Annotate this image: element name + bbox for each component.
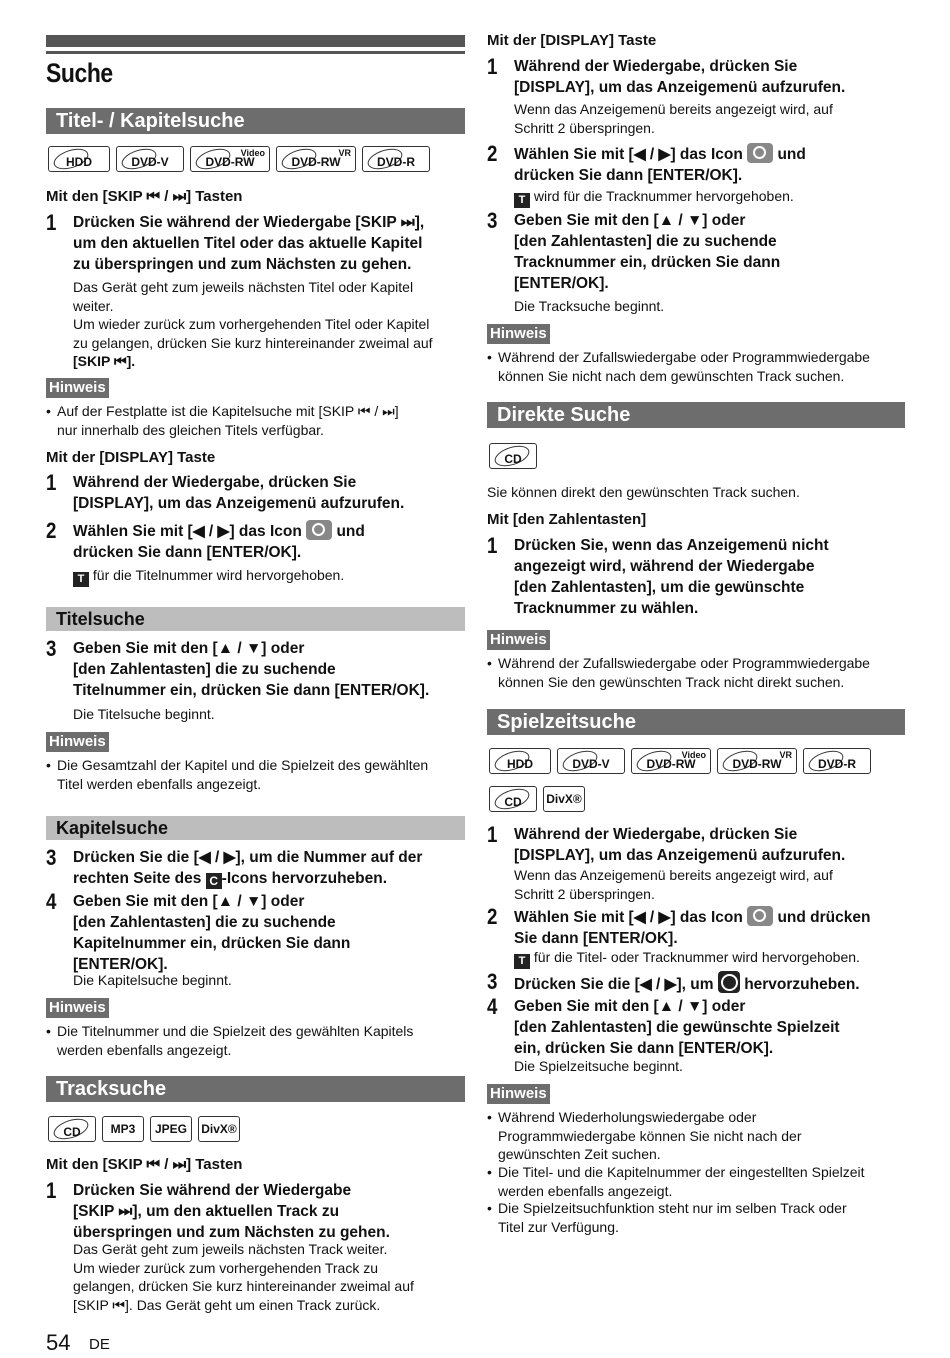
- dvd-r-icon: DVD-R: [803, 748, 871, 774]
- chapter-c-icon: C: [206, 873, 222, 889]
- section-title-spielzeitsuche: Spielzeitsuche: [487, 709, 905, 735]
- header-rule: [46, 51, 465, 54]
- step-body: Wenn das Anzeigemenü bereits angezeigt wird, auf Schritt 2 überspringen.: [514, 867, 833, 902]
- note-text: • Die Gesamtzahl der Kapitel und die Spielzeit des gewählten Titel werden ebenfalls angezeigt.: [46, 756, 428, 793]
- cd-icon: CD: [489, 443, 537, 469]
- step-text: Drücken Sie während der Wiedergabe [SKIP ⏭], um den aktuellen Titel oder das aktuelle Kapitel zu überspringen und zum Nächsten zu gehen.: [73, 214, 425, 273]
- step-text: Geben Sie mit den [▲ / ▼] oder [den Zahlentasten] die zu suchende Tracknummer ein, drücken Sie dann [ENTER/OK].: [514, 212, 781, 292]
- note-text: • Die Spielzeitsuchfunktion steht nur im selben Track oder Titel zur Verfügung.: [487, 1199, 847, 1236]
- step-text: Geben Sie mit den [▲ / ▼] oder [den Zahlentasten] die zu suchende Kapitelnummer ein, drücken Sie dann [ENTER/OK].: [73, 893, 351, 973]
- step-number: 1: [46, 1178, 57, 1203]
- dvd-v-icon: DVD-V: [116, 146, 184, 172]
- step-text: Wählen Sie mit [◀ / ▶] das Icon und drücken Sie dann [ENTER/OK].: [514, 143, 806, 186]
- step-number: 2: [487, 141, 498, 166]
- jpeg-icon: JPEG: [150, 1116, 192, 1142]
- step-body: Wenn das Anzeigemenü bereits angezeigt wird, auf Schritt 2 überspringen.: [514, 101, 833, 136]
- search-icon: [306, 520, 332, 540]
- step-number: 3: [46, 845, 57, 870]
- note-text: • Während Wiederholungswiedergabe oder Programmwiedergabe können Sie nicht nach der gewünschten Zeit suchen.: [487, 1108, 802, 1164]
- step-number: 1: [46, 210, 57, 235]
- subheading-zahlentasten: Mit [den Zahlentasten]: [487, 511, 647, 528]
- media-icons-row: [489, 443, 537, 469]
- step-number: 1: [487, 533, 498, 558]
- step-text: Wählen Sie mit [◀ / ▶] das Icon und drücken Sie dann [ENTER/OK].: [514, 906, 870, 949]
- step-text: Während der Wiedergabe, drücken Sie [DISPLAY], um das Anzeigemenü aufzurufen.: [514, 58, 846, 96]
- step-body: Die Titelsuche beginnt.: [73, 706, 215, 722]
- step-number: 1: [487, 822, 498, 847]
- step-number: 3: [487, 208, 498, 233]
- step-text: Drücken Sie während der Wiedergabe [SKIP ⏭], um den aktuellen Track zu überspringen und zum Nächsten zu gehen.: [73, 1182, 390, 1241]
- hinweis-label: Hinweis: [487, 630, 550, 650]
- hdd-icon: HDD: [48, 146, 110, 172]
- subheading-display: Mit der [DISPLAY] Taste: [487, 32, 657, 49]
- step-text: Drücken Sie die [◀ / ▶], um hervorzuheben.: [514, 971, 860, 995]
- dvd-rw-video-icon: Video DVD-RW: [631, 748, 711, 774]
- step-number: 1: [46, 470, 57, 495]
- step-body: T für die Titelnummer wird hervorgehoben.: [73, 566, 344, 587]
- search-icon: [747, 906, 773, 926]
- step-text: Drücken Sie die [◀ / ▶], um die Nummer auf der rechten Seite des C -Icons hervorzuheben.: [73, 849, 423, 888]
- search-icon: [747, 143, 773, 163]
- divx-icon: DivX®: [543, 786, 585, 812]
- step-number: 2: [487, 904, 498, 929]
- step-body: Das Gerät geht zum jeweils nächsten Track weiter. Um wieder zurück zum vorhergehenden Track zu gelangen, drücken Sie kurz hintereinander zweimal auf [SKIP ⏮]. Das Gerät geht um einen Track zurück.: [73, 1241, 414, 1313]
- step-number: 4: [46, 889, 57, 914]
- title-t-icon: T: [514, 193, 530, 208]
- section-title-direkte-suche: Direkte Suche: [487, 402, 905, 428]
- dvd-rw-vr-icon: VR DVD-RW: [276, 146, 356, 172]
- note-text: • Während der Zufallswiedergabe oder Programmwiedergabe können Sie nicht nach dem gewünschten Track suchen.: [487, 348, 870, 385]
- step-body: Die Kapitelsuche beginnt.: [73, 972, 232, 988]
- cd-icon: CD: [48, 1116, 96, 1142]
- media-icons-row: [48, 1116, 240, 1142]
- subheading-skip: Mit den [SKIP ⏮ / ⏭] Tasten: [46, 1156, 243, 1173]
- hinweis-label: Hinweis: [46, 378, 109, 398]
- dvd-rw-vr-icon: VR DVD-RW: [717, 748, 797, 774]
- step-number: 2: [46, 518, 57, 543]
- step-text: Während der Wiedergabe, drücken Sie [DISPLAY], um das Anzeigemenü aufzurufen.: [514, 826, 846, 864]
- step-text: Geben Sie mit den [▲ / ▼] oder [den Zahlentasten] die zu suchende Titelnummer ein, drücken Sie dann [ENTER/OK].: [73, 640, 430, 699]
- hinweis-label: Hinweis: [487, 1084, 550, 1104]
- hinweis-label: Hinweis: [46, 998, 109, 1018]
- intro-text: Sie können direkt den gewünschten Track suchen.: [487, 484, 800, 500]
- clock-icon: [718, 971, 740, 993]
- step-text: Geben Sie mit den [▲ / ▼] oder [den Zahlentasten] die gewünschte Spielzeit ein, drücken Sie dann [ENTER/OK].: [514, 998, 840, 1057]
- dvd-rw-video-icon: Video DVD-RW: [190, 146, 270, 172]
- step-body: Das Gerät geht zum jeweils nächsten Titel oder Kapitel weiter. Um wieder zurück zum vorhergehenden Titel oder Kapitel zu gelangen, drücken Sie kurz hintereinander zweimal auf [SKIP ⏮].: [73, 279, 433, 369]
- step-text: Während der Wiedergabe, drücken Sie [DISPLAY], um das Anzeigemenü aufzurufen.: [73, 474, 405, 512]
- mp3-icon: MP3: [102, 1116, 144, 1142]
- dvd-v-icon: DVD-V: [557, 748, 625, 774]
- step-number: 1: [487, 54, 498, 79]
- step-number: 4: [487, 994, 498, 1019]
- header-bar: [46, 35, 465, 47]
- note-text: • Die Titelnummer und die Spielzeit des gewählten Kapitels werden ebenfalls angezeigt.: [46, 1022, 413, 1059]
- step-body: T für die Titel- oder Tracknummer wird hervorgehoben.: [514, 948, 860, 969]
- hdd-icon: HDD: [489, 748, 551, 774]
- media-icons-row: [489, 786, 585, 812]
- media-icons-row: [489, 748, 871, 774]
- subheading-skip: Mit den [SKIP ⏮ / ⏭] Tasten: [46, 188, 243, 205]
- section-title-tracksuche: Tracksuche: [46, 1076, 465, 1102]
- step-number: 3: [46, 636, 57, 661]
- note-text: • Die Titel- und die Kapitelnummer der eingestellten Spielzeit werden ebenfalls angezeigt.: [487, 1163, 865, 1200]
- page-title: Suche: [46, 58, 113, 88]
- step-body: Die Tracksuche beginnt.: [514, 298, 665, 314]
- note-text: • Während der Zufallswiedergabe oder Programmwiedergabe können Sie den gewünschten Track nicht direkt suchen.: [487, 654, 870, 691]
- step-body: T wird für die Tracknummer hervorgehoben.: [514, 187, 794, 208]
- subheading-display: Mit der [DISPLAY] Taste: [46, 449, 216, 466]
- media-icons-row: [48, 146, 430, 172]
- title-t-icon: T: [514, 954, 530, 969]
- cd-icon: CD: [489, 786, 537, 812]
- page-number: 54: [46, 1330, 71, 1355]
- language-code: DE: [89, 1336, 110, 1353]
- dvd-r-icon: DVD-R: [362, 146, 430, 172]
- step-text: Drücken Sie, wenn das Anzeigemenü nicht angezeigt wird, während der Wiedergabe [den Zahlentasten], um die gewünschte Tracknummer zu wählen.: [514, 537, 829, 617]
- section-title-kapitelsuche: Titel- / Kapitelsuche: [46, 108, 465, 134]
- step-text: Wählen Sie mit [◀ / ▶] das Icon und drücken Sie dann [ENTER/OK].: [73, 520, 365, 563]
- section-title-kapitelsuche2: Kapitelsuche: [46, 816, 465, 840]
- title-t-icon: T: [73, 572, 89, 587]
- hinweis-label: Hinweis: [487, 324, 550, 344]
- note-text: • Auf der Festplatte ist die Kapitelsuche mit [SKIP ⏮ / ⏭] nur innerhalb des gleichen Titels verfügbar.: [46, 402, 399, 439]
- hinweis-label: Hinweis: [46, 732, 109, 752]
- section-title-titelsuche: Titelsuche: [46, 607, 465, 631]
- step-body: Die Spielzeitsuche beginnt.: [514, 1058, 683, 1074]
- divx-icon: DivX®: [198, 1116, 240, 1142]
- step-number: 3: [487, 969, 498, 994]
